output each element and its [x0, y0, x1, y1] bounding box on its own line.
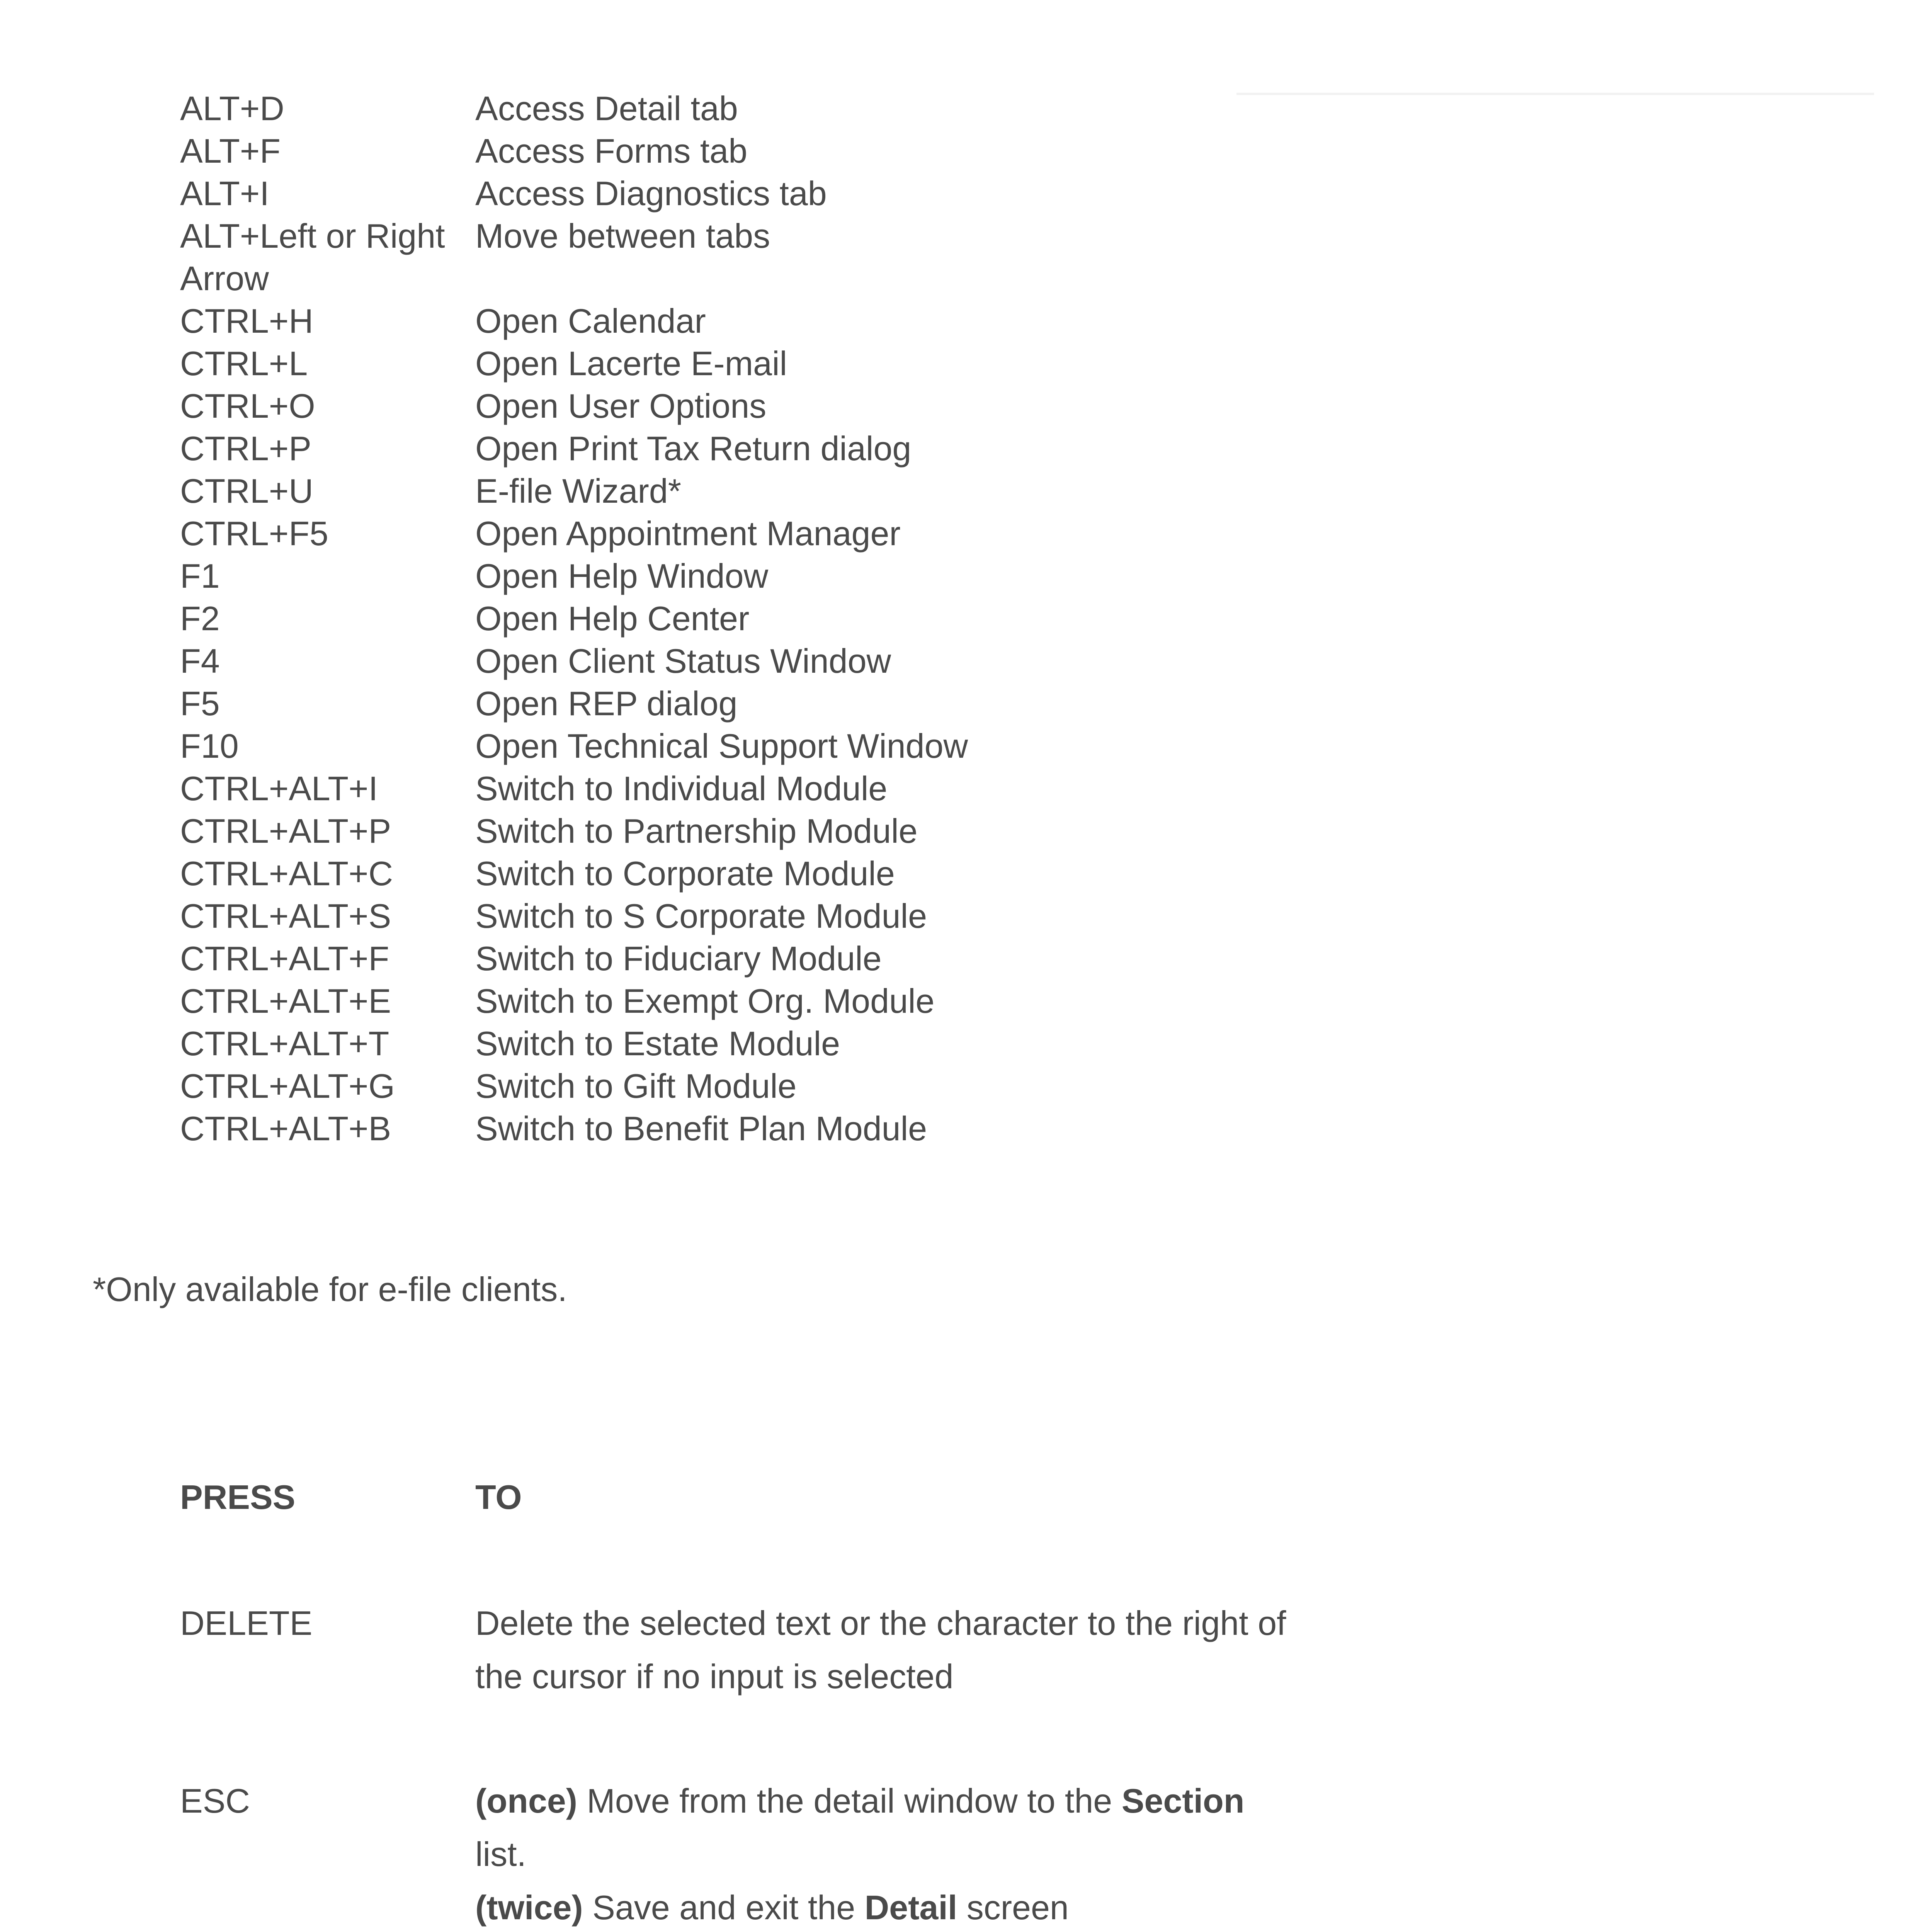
shortcut-row [180, 300, 1069, 342]
shortcut-key: CTRL+F5 [180, 514, 328, 553]
shortcut-key: CTRL+ALT+S [180, 897, 391, 935]
shortcut-key: ALT+I [180, 174, 269, 213]
shortcut-row [180, 852, 1069, 895]
shortcut-key: CTRL+ALT+P [180, 812, 391, 850]
shortcut-key: CTRL+ALT+E [180, 982, 391, 1020]
shortcut-row [180, 385, 1069, 427]
shortcut-key: CTRL+ALT+T [180, 1024, 389, 1063]
esc-twice-line [475, 1881, 1287, 1932]
shortcut-table [180, 87, 1069, 1150]
shortcut-row [180, 767, 1069, 810]
press-key: ESC [180, 1782, 250, 1820]
shortcut-row [180, 810, 1069, 852]
shortcut-action: Open Calendar [475, 302, 706, 340]
shortcut-action: Open Help Window [475, 557, 769, 595]
press-key: DELETE [180, 1604, 313, 1642]
shortcut-key: CTRL+ALT+I [180, 769, 378, 808]
shortcut-row [180, 725, 1069, 767]
esc-once-text-end: list. [475, 1835, 526, 1873]
press-description: Delete the selected text or the character to the right of the cursor if no input is selected [475, 1604, 1286, 1696]
press-row-esc [180, 1774, 1301, 1932]
shortcut-key: F5 [180, 684, 220, 723]
section-bold-text: Section [1121, 1782, 1245, 1820]
press-row-delete [180, 1597, 1301, 1703]
shortcut-row [180, 937, 1069, 980]
detail-bold-text: Detail [864, 1888, 957, 1927]
shortcut-row [180, 1065, 1069, 1107]
press-table-header [180, 1471, 1301, 1524]
shortcut-row [180, 470, 1069, 512]
e-file-footnote: *Only available for e-file clients. [93, 1270, 567, 1308]
shortcut-key: CTRL+U [180, 472, 313, 510]
shortcut-action: Move between tabs [475, 217, 770, 255]
shortcut-action: Access Forms tab [475, 132, 748, 170]
esc-once-text: Move from the detail window to the [577, 1782, 1122, 1820]
shortcut-action: Open Technical Support Window [475, 727, 968, 765]
shortcut-key: CTRL+ALT+C [180, 854, 393, 893]
shortcut-action: Open REP dialog [475, 684, 738, 723]
shortcut-action: Switch to Gift Module [475, 1067, 797, 1105]
shortcut-action: Open Help Center [475, 599, 750, 638]
top-divider [1236, 93, 1874, 95]
shortcut-action: E-file Wizard* [475, 472, 681, 510]
shortcut-key: ALT+Left or Right Arrow [180, 217, 445, 298]
shortcut-action: Open Lacerte E-mail [475, 344, 787, 383]
shortcut-key: CTRL+L [180, 344, 308, 383]
shortcut-row [180, 1022, 1069, 1065]
shortcut-action: Switch to Exempt Org. Module [475, 982, 935, 1020]
shortcut-row [180, 87, 1069, 130]
esc-twice-text: Save and exit the [583, 1888, 865, 1927]
shortcut-key: CTRL+O [180, 387, 315, 425]
shortcut-key: ALT+F [180, 132, 281, 170]
shortcut-row [180, 555, 1069, 597]
shortcut-action: Switch to S Corporate Module [475, 897, 927, 935]
shortcut-action: Open Client Status Window [475, 642, 891, 680]
shortcut-action: Switch to Benefit Plan Module [475, 1109, 927, 1148]
esc-once-label: (once) [475, 1782, 577, 1820]
shortcut-row [180, 215, 1069, 300]
shortcut-row [180, 512, 1069, 555]
press-column-header: PRESS [180, 1478, 296, 1516]
shortcut-row [180, 980, 1069, 1022]
esc-twice-label: (twice) [475, 1888, 583, 1927]
shortcut-action: Switch to Corporate Module [475, 854, 895, 893]
shortcut-action: Open Print Tax Return dialog [475, 429, 912, 468]
shortcut-key: CTRL+ALT+F [180, 939, 389, 978]
shortcut-action: Switch to Individual Module [475, 769, 888, 808]
shortcut-row [180, 895, 1069, 937]
shortcut-key: CTRL+ALT+G [180, 1067, 395, 1105]
shortcut-row [180, 682, 1069, 725]
shortcut-key: CTRL+H [180, 302, 313, 340]
shortcut-key: F2 [180, 599, 220, 638]
shortcut-row [180, 130, 1069, 172]
shortcut-row [180, 427, 1069, 470]
shortcut-action: Access Diagnostics tab [475, 174, 827, 213]
shortcut-key: ALT+D [180, 89, 284, 128]
shortcut-action: Switch to Fiduciary Module [475, 939, 882, 978]
shortcut-action: Switch to Partnership Module [475, 812, 918, 850]
shortcut-row [180, 342, 1069, 385]
shortcut-key: CTRL+ALT+B [180, 1109, 391, 1148]
shortcut-action: Open Appointment Manager [475, 514, 901, 553]
esc-once-line [475, 1774, 1287, 1881]
shortcut-action: Open User Options [475, 387, 767, 425]
shortcut-row [180, 597, 1069, 640]
shortcut-row [180, 640, 1069, 682]
press-description [475, 1774, 1287, 1932]
shortcut-key: CTRL+P [180, 429, 311, 468]
shortcut-key: F1 [180, 557, 220, 595]
shortcut-row [180, 172, 1069, 215]
shortcut-action: Access Detail tab [475, 89, 738, 128]
shortcut-key: F10 [180, 727, 239, 765]
shortcut-key: F4 [180, 642, 220, 680]
shortcut-action: Switch to Estate Module [475, 1024, 840, 1063]
esc-twice-text-end: screen [957, 1888, 1069, 1927]
to-column-header: TO [475, 1478, 522, 1516]
shortcut-row [180, 1107, 1069, 1150]
